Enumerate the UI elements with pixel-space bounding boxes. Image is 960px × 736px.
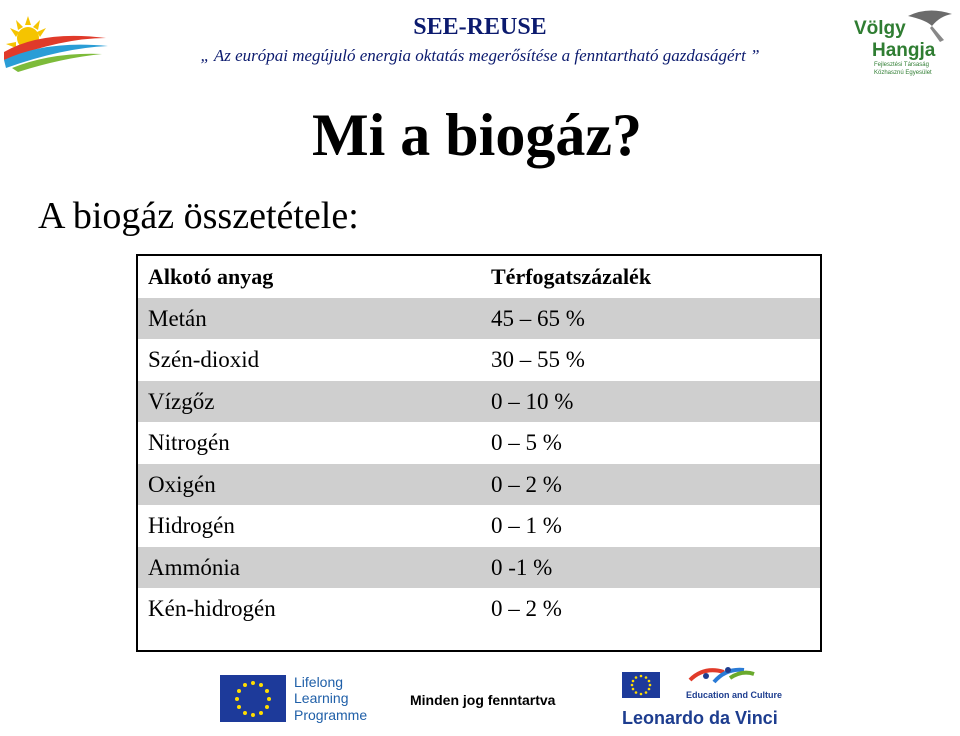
table-row	[138, 339, 820, 381]
table-cell-component: Metán	[148, 305, 207, 331]
llp-line-2: Learning	[294, 690, 349, 706]
table-cell-percent: 0 – 1 %	[491, 513, 562, 538]
table-row	[138, 505, 820, 547]
table-row	[138, 464, 820, 506]
slide-title: Mi a biogáz?	[312, 102, 642, 168]
table-cell-component: Oxigén	[148, 471, 216, 497]
table-cell-component: Vízgőz	[148, 388, 215, 414]
section-heading: A biogáz összetétele:	[38, 195, 359, 237]
table-row	[138, 381, 820, 423]
table-row	[138, 588, 820, 630]
table-cell-percent: 0 – 5 %	[491, 430, 562, 455]
table-row	[138, 422, 820, 464]
table-cell-percent: 45 – 65 %	[491, 305, 585, 331]
logo-caption-2: Közhasznú Egyesület	[874, 70, 932, 76]
education-culture-people-icon	[690, 667, 754, 682]
table-row	[138, 547, 820, 589]
llp-line-3: Programme	[294, 707, 368, 723]
table-cell-percent: 0 – 2 %	[491, 471, 562, 497]
table-cell-percent: 30 – 55 %	[491, 347, 585, 372]
llp-line-1: Lifelong	[294, 674, 344, 690]
header-subtitle: „ Az európai megújuló energia oktatás megerősítése a fenntartható gazdaságért ”	[200, 46, 760, 65]
leonardo-da-vinci-text: Leonardo da Vinci	[622, 708, 778, 728]
table-header-volume-percent: Térfogatszázalék	[491, 264, 652, 289]
table-cell-component: Nitrogén	[148, 430, 230, 455]
logo-word-volgy: Völgy	[854, 18, 906, 39]
table-header-component: Alkotó anyag	[148, 264, 274, 289]
leonardo-da-vinci-logo	[620, 662, 790, 728]
lifelong-learning-programme-logo	[220, 674, 388, 724]
table-cell-component: Ammónia	[148, 554, 240, 580]
header-title: SEE-REUSE	[413, 14, 547, 40]
logo-caption-1: Fejlesztési Társaság	[874, 62, 929, 68]
table-row	[138, 298, 820, 340]
table-cell-component: Kén-hidrogén	[148, 596, 276, 621]
table-cell-component: Szén-dioxid	[148, 347, 260, 372]
table-header-row	[138, 256, 820, 298]
volgy-hangja-logo-icon	[848, 6, 958, 80]
footer-rights-text: Minden jog fenntartva	[410, 692, 556, 708]
table-cell-percent: 0 -1 %	[491, 554, 553, 580]
table-cell-percent: 0 – 2 %	[491, 596, 562, 621]
table-cell-component: Hidrogén	[148, 513, 235, 538]
education-culture-text: Education and Culture	[686, 690, 783, 700]
logo-word-hangja: Hangja	[872, 40, 936, 61]
table-cell-percent: 0 – 10 %	[491, 388, 574, 414]
composition-table	[136, 254, 822, 652]
